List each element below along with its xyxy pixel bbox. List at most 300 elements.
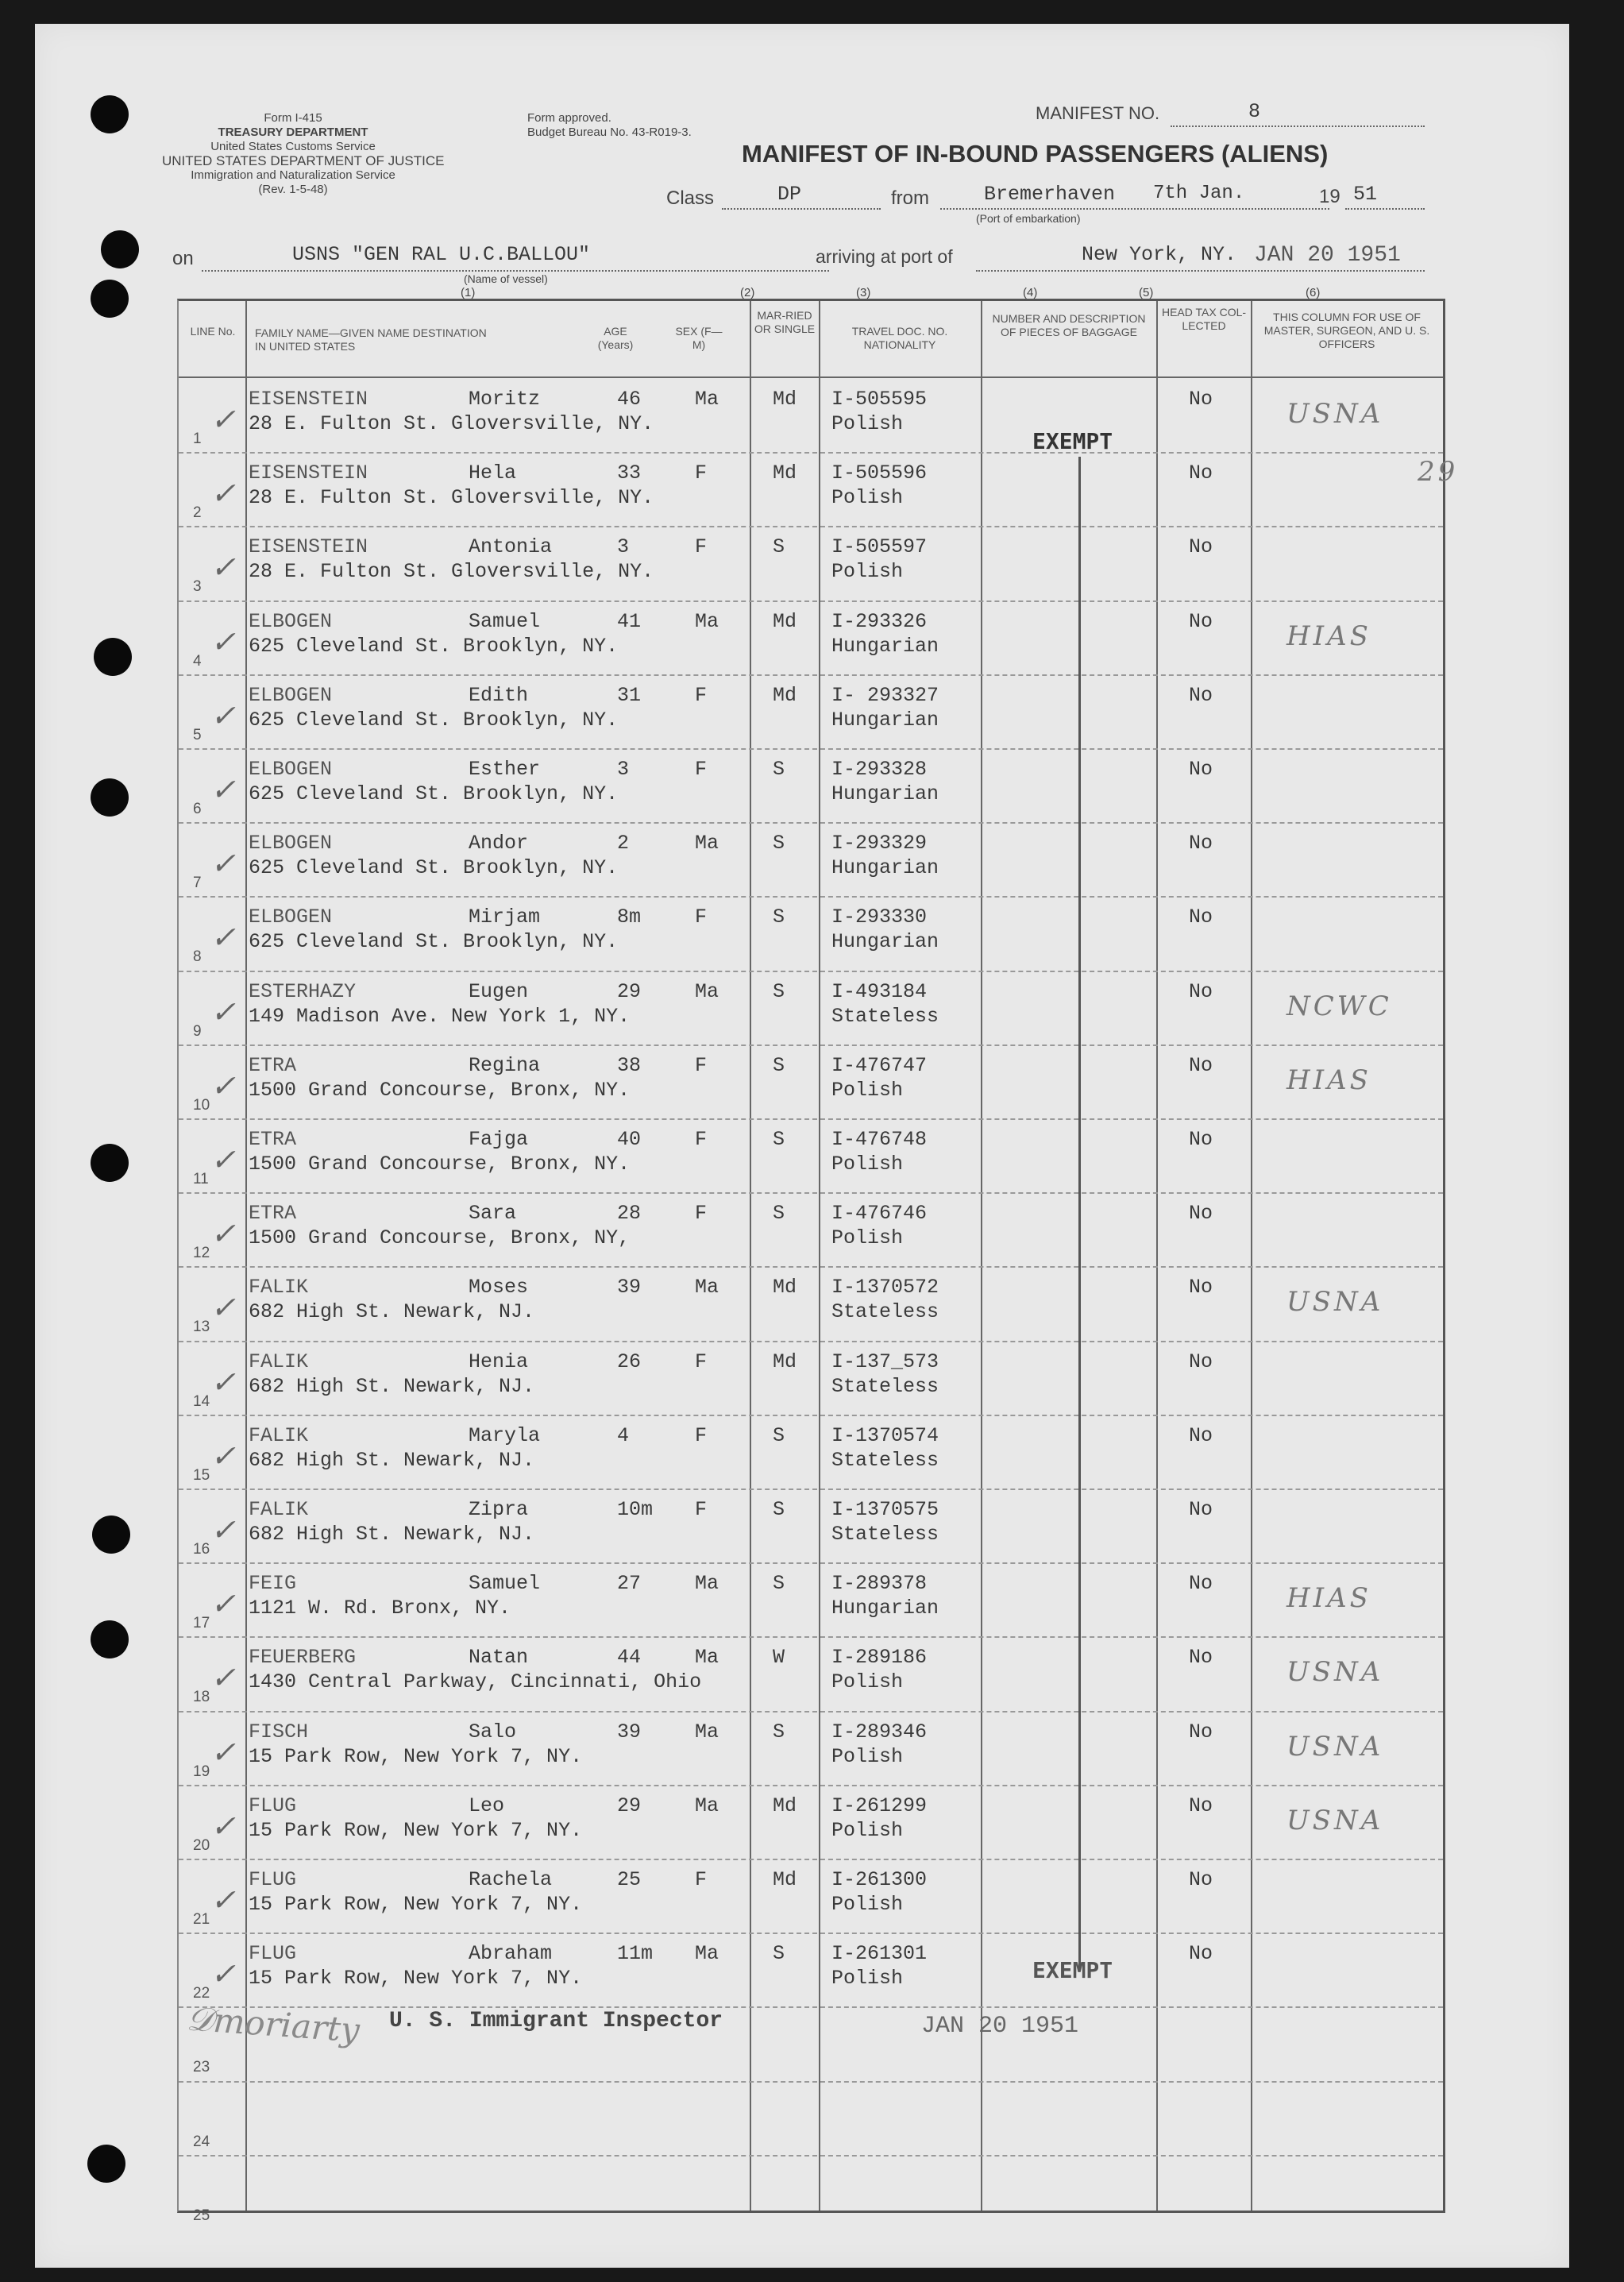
given-name: Henia: [469, 1350, 529, 1373]
age: 31: [617, 683, 642, 707]
age: 2: [617, 832, 630, 855]
nationality: Stateless: [831, 1448, 939, 1472]
marital-status: S: [773, 1423, 785, 1447]
us-destination: 625 Cleveland St. Brooklyn, NY.: [249, 782, 619, 805]
surname: FEUERBERG: [249, 1646, 357, 1670]
nationality: Hungarian: [831, 634, 939, 658]
table-row: [179, 1192, 1443, 1266]
table-row: [179, 1118, 1443, 1192]
officer-note: HIAS: [1286, 620, 1371, 652]
check-mark-icon: ✓: [210, 1882, 236, 1917]
travel-doc-no: I-289378: [831, 1572, 928, 1596]
surname: FISCH: [249, 1720, 309, 1743]
rev-line: (Rev. 1-5-48): [258, 183, 328, 196]
nationality: Polish: [831, 1967, 904, 1990]
nationality: Polish: [831, 1893, 904, 1916]
sex: F: [695, 905, 708, 929]
given-name: Sara: [469, 1202, 517, 1226]
line-number: 1: [193, 431, 202, 447]
given-name: Moses: [469, 1276, 529, 1299]
surname: ELBOGEN: [249, 683, 333, 707]
us-destination: 682 High St. Newark, NJ.: [249, 1300, 535, 1324]
head-tax: No: [1189, 1128, 1213, 1151]
vessel-caption: (Name of vessel): [464, 272, 548, 285]
check-mark-icon: ✓: [210, 1586, 236, 1622]
marital-status: Md: [773, 461, 797, 485]
surname: ELBOGEN: [249, 609, 333, 633]
table-row: [179, 1044, 1443, 1118]
age: 29: [617, 1794, 642, 1817]
head-tax: No: [1189, 461, 1213, 485]
table-row: [179, 971, 1443, 1044]
line-number: 2: [193, 504, 202, 522]
check-mark-icon: ✓: [210, 772, 236, 807]
sex: Ma: [695, 832, 719, 855]
given-name: Regina: [469, 1053, 541, 1077]
us-destination: 1500 Grand Concourse, Bronx, NY,: [249, 1226, 631, 1250]
line-number: 10: [193, 1096, 210, 1114]
budget-bureau-line: Budget Bureau No. 43-R019-3.: [527, 125, 692, 139]
surname: ETRA: [249, 1128, 297, 1151]
line-number: 9: [193, 1022, 202, 1040]
sex: F: [695, 461, 708, 485]
surname: FEIG: [249, 1572, 297, 1596]
table-row: [179, 600, 1443, 674]
marital-status: S: [773, 1202, 785, 1226]
manifest-page: [35, 24, 1569, 2268]
col-header-marital: MAR-RIED OR SINGLE: [754, 309, 816, 335]
head-tax: No: [1189, 1350, 1213, 1373]
us-destination: 682 High St. Newark, NJ.: [249, 1523, 535, 1546]
age: 3: [617, 535, 630, 559]
departure-date: 7th Jan.: [1153, 183, 1245, 204]
us-destination: 15 Park Row, New York 7, NY.: [249, 1818, 583, 1842]
punch-hole: [91, 778, 129, 817]
given-name: Leo: [469, 1794, 505, 1817]
baggage-exempt-stamp-top: EXEMPT: [1032, 428, 1113, 454]
sex: Ma: [695, 979, 719, 1003]
us-destination: 149 Madison Ave. New York 1, NY.: [249, 1004, 631, 1028]
year-prefix: 19: [1319, 186, 1340, 207]
officer-note: NCWC: [1286, 990, 1392, 1022]
marital-status: S: [773, 979, 785, 1003]
col-number: (3): [856, 286, 871, 299]
age: 39: [617, 1276, 642, 1299]
table-row: [179, 1859, 1443, 1933]
sex: F: [695, 535, 708, 559]
punch-hole: [87, 2145, 125, 2183]
travel-doc-no: I-293330: [831, 905, 928, 929]
given-name: Samuel: [469, 609, 541, 633]
age: 25: [617, 1868, 642, 1891]
surname: FALIK: [249, 1350, 309, 1373]
arrival-port: New York, NY.: [1082, 243, 1237, 266]
marital-status: S: [773, 1572, 785, 1596]
nationality: Polish: [831, 1818, 904, 1842]
col-number: (1): [461, 286, 476, 299]
line-number: 3: [193, 578, 202, 596]
manifest-no: 8: [1248, 100, 1261, 123]
nationality: Polish: [831, 1078, 904, 1102]
ins-line: Immigration and Naturalization Service: [191, 168, 395, 182]
punch-hole: [92, 1516, 130, 1554]
approval-info: [527, 111, 692, 140]
table-row: [179, 1636, 1443, 1710]
nationality: Stateless: [831, 1523, 939, 1546]
check-mark-icon: ✓: [210, 994, 236, 1029]
us-destination: 682 High St. Newark, NJ.: [249, 1448, 535, 1472]
us-destination: 1121 W. Rd. Bronx, NY.: [249, 1597, 511, 1620]
form-info: [162, 111, 445, 197]
marital-status: W: [773, 1646, 785, 1670]
punch-hole: [94, 638, 132, 676]
form-number: Form I-415: [264, 111, 322, 125]
given-name: Fajga: [469, 1128, 529, 1151]
punch-hole: [91, 1620, 129, 1658]
class-label: Class: [666, 187, 715, 209]
surname: ETRA: [249, 1053, 297, 1077]
age: 29: [617, 979, 642, 1003]
table-row: [179, 822, 1443, 896]
inspector-line: U. S. Immigrant Inspector: [389, 2009, 723, 2033]
col-header-line: LINE No.: [190, 325, 236, 338]
nationality: Stateless: [831, 1374, 939, 1398]
marital-status: S: [773, 1053, 785, 1077]
arrival-stamp: JAN 20 1951: [1254, 243, 1401, 268]
page-title: MANIFEST OF IN-BOUND PASSENGERS (ALIENS): [742, 140, 1329, 168]
punch-hole: [91, 280, 129, 318]
officer-note: HIAS: [1286, 1064, 1371, 1096]
surname: FLUG: [249, 1794, 297, 1817]
table-row: [179, 2006, 1443, 2080]
officer-note: USNA: [1286, 1286, 1384, 1319]
us-destination: 1500 Grand Concourse, Bronx, NY.: [249, 1078, 631, 1102]
sex: F: [695, 1202, 708, 1226]
age: 46: [617, 388, 642, 411]
marital-status: S: [773, 1128, 785, 1151]
sex: Ma: [695, 1942, 719, 1966]
col-header-officers: THIS COLUMN FOR USE OF MASTER, SURGEON, AND U. S. OFFICERS: [1263, 311, 1430, 350]
marital-status: Md: [773, 683, 797, 707]
marital-status: S: [773, 1942, 785, 1966]
line-number: 13: [193, 1319, 210, 1336]
officer-note: USNA: [1286, 1656, 1384, 1689]
us-destination: 15 Park Row, New York 7, NY.: [249, 1967, 583, 1990]
line-number: 24: [193, 2133, 210, 2150]
marital-status: S: [773, 535, 785, 559]
age: 33: [617, 461, 642, 485]
marital-status: S: [773, 1720, 785, 1743]
line-number: 18: [193, 1689, 210, 1706]
travel-doc-no: I-505595: [831, 388, 928, 411]
given-name: Samuel: [469, 1572, 541, 1596]
head-tax: No: [1189, 905, 1213, 929]
line-number: 16: [193, 1541, 210, 1558]
age: 4: [617, 1423, 630, 1447]
travel-doc-no: I-289346: [831, 1720, 928, 1743]
baggage-exempt-stamp-bottom: EXEMPT: [1032, 1957, 1113, 1983]
nationality: Polish: [831, 1226, 904, 1250]
table-row: [179, 526, 1443, 600]
table-row: [179, 1711, 1443, 1785]
customs-service: United States Customs Service: [210, 140, 376, 153]
table-row: [179, 2155, 1443, 2229]
officer-note: 29: [1418, 456, 1459, 488]
us-destination: 625 Cleveland St. Brooklyn, NY.: [249, 930, 619, 954]
line-number: 17: [193, 1615, 210, 1632]
sex: Ma: [695, 1572, 719, 1596]
col-number: (6): [1306, 286, 1321, 299]
sex: F: [695, 1053, 708, 1077]
check-mark-icon: ✓: [210, 550, 236, 585]
travel-doc-no: I-493184: [831, 979, 928, 1003]
marital-status: Md: [773, 609, 797, 633]
surname: FALIK: [249, 1498, 309, 1521]
table-row: [179, 452, 1443, 526]
col-header-baggage: NUMBER AND DESCRIPTION OF PIECES OF BAGGAGE: [992, 312, 1146, 338]
punch-hole: [91, 1144, 129, 1182]
nationality: Polish: [831, 560, 904, 584]
given-name: Mirjam: [469, 905, 541, 929]
travel-doc-no: I-261299: [831, 1794, 928, 1817]
marital-status: Md: [773, 388, 797, 411]
us-destination: 1500 Grand Concourse, Bronx, NY.: [249, 1153, 631, 1176]
age: 39: [617, 1720, 642, 1743]
class-value: DP: [777, 183, 802, 206]
line-number: 14: [193, 1392, 210, 1410]
sex: Ma: [695, 1794, 719, 1817]
travel-doc-no: I-261301: [831, 1942, 928, 1966]
nationality: Stateless: [831, 1004, 939, 1028]
col-header-sex: SEX (F—M): [675, 325, 723, 351]
dept-justice: UNITED STATES DEPARTMENT OF JUSTICE: [162, 153, 445, 168]
head-tax: No: [1189, 1423, 1213, 1447]
nationality: Polish: [831, 412, 904, 435]
head-tax: No: [1189, 535, 1213, 559]
head-tax: No: [1189, 1572, 1213, 1596]
marital-status: Md: [773, 1276, 797, 1299]
check-mark-icon: ✓: [210, 846, 236, 882]
sex: Ma: [695, 1276, 719, 1299]
head-tax: No: [1189, 832, 1213, 855]
given-name: Antonia: [469, 535, 553, 559]
check-mark-icon: ✓: [210, 1364, 236, 1400]
travel-doc-no: I-476746: [831, 1202, 928, 1226]
line-number: 11: [193, 1171, 209, 1187]
table-row: [179, 378, 1443, 452]
check-mark-icon: ✓: [210, 1956, 236, 1992]
sex: F: [695, 1423, 708, 1447]
head-tax: No: [1189, 979, 1213, 1003]
sex: F: [695, 683, 708, 707]
inspector-signature: 𝒟moriarty: [185, 1998, 361, 2050]
age: 11m: [617, 1942, 654, 1966]
nationality: Polish: [831, 1153, 904, 1176]
table-row: [179, 748, 1443, 822]
col-header-travel-doc: TRAVEL DOC. NO. NATIONALITY: [851, 325, 948, 351]
marital-status: Md: [773, 1794, 797, 1817]
sex: F: [695, 1498, 708, 1521]
marital-status: S: [773, 1498, 785, 1521]
nationality: Polish: [831, 1744, 904, 1768]
nationality: Hungarian: [831, 930, 939, 954]
col-header-age: AGE (Years): [597, 325, 634, 351]
travel-doc-no: I-293326: [831, 609, 928, 633]
nationality: Polish: [831, 1670, 904, 1694]
on-label: on: [172, 248, 194, 269]
head-tax: No: [1189, 1794, 1213, 1817]
age: 27: [617, 1572, 642, 1596]
table-row: [179, 2081, 1443, 2155]
given-name: Natan: [469, 1646, 529, 1670]
surname: FLUG: [249, 1942, 297, 1966]
travel-doc-no: I-293329: [831, 832, 928, 855]
given-name: Rachela: [469, 1868, 553, 1891]
sex: Ma: [695, 388, 719, 411]
surname: EISENSTEIN: [249, 461, 368, 485]
head-tax: No: [1189, 609, 1213, 633]
punch-hole: [91, 95, 129, 133]
line-number: 25: [193, 2207, 210, 2224]
table-row: [179, 1489, 1443, 1562]
age: 44: [617, 1646, 642, 1670]
table-row: [179, 674, 1443, 748]
us-destination: 15 Park Row, New York 7, NY.: [249, 1893, 583, 1916]
marital-status: S: [773, 758, 785, 781]
head-tax: No: [1189, 683, 1213, 707]
given-name: Moritz: [469, 388, 541, 411]
travel-doc-no: I-476747: [831, 1053, 928, 1077]
us-destination: 625 Cleveland St. Brooklyn, NY.: [249, 634, 619, 658]
travel-doc-no: I-1370574: [831, 1423, 939, 1447]
sex: F: [695, 1350, 708, 1373]
surname: FLUG: [249, 1868, 297, 1891]
table-row: [179, 1266, 1443, 1340]
line-number: 6: [193, 801, 202, 817]
given-name: Hela: [469, 461, 517, 485]
nationality: Hungarian: [831, 1597, 939, 1620]
line-number: 12: [193, 1245, 210, 1262]
travel-doc-no: I-137_573: [831, 1350, 939, 1373]
head-tax: No: [1189, 1498, 1213, 1521]
check-mark-icon: ✓: [210, 1438, 236, 1473]
surname: EISENSTEIN: [249, 535, 368, 559]
nationality: Hungarian: [831, 782, 939, 805]
given-name: Andor: [469, 832, 529, 855]
given-name: Abraham: [469, 1942, 553, 1966]
officer-note: USNA: [1286, 1730, 1384, 1763]
marital-status: S: [773, 832, 785, 855]
from-label: from: [891, 187, 929, 209]
surname: EISENSTEIN: [249, 388, 368, 411]
nationality: Hungarian: [831, 856, 939, 880]
travel-doc-no: I- 293327: [831, 683, 939, 707]
travel-doc-no: I-505597: [831, 535, 928, 559]
nationality: Hungarian: [831, 708, 939, 732]
us-destination: 28 E. Fulton St. Gloversville, NY.: [249, 486, 654, 510]
nationality: Polish: [831, 486, 904, 510]
table-row: [179, 1415, 1443, 1489]
surname: ESTERHAZY: [249, 979, 357, 1003]
line-number: 23: [193, 2059, 210, 2076]
arriving-label: arriving at port of: [816, 246, 953, 267]
table-row: [179, 1341, 1443, 1415]
check-mark-icon: ✓: [210, 1808, 236, 1844]
us-destination: 625 Cleveland St. Brooklyn, NY.: [249, 856, 619, 880]
age: 28: [617, 1202, 642, 1226]
head-tax: No: [1189, 758, 1213, 781]
age: 8m: [617, 905, 642, 929]
baggage-ditto-line: [1078, 457, 1081, 1970]
surname: ETRA: [249, 1202, 297, 1226]
given-name: Salo: [469, 1720, 517, 1743]
check-mark-icon: ✓: [210, 624, 236, 659]
surname: ELBOGEN: [249, 832, 333, 855]
head-tax: No: [1189, 1276, 1213, 1299]
given-name: Eugen: [469, 979, 529, 1003]
age: 26: [617, 1350, 642, 1373]
check-mark-icon: ✓: [210, 697, 236, 733]
dept-treasury: TREASURY DEPARTMENT: [218, 125, 368, 139]
surname: ELBOGEN: [249, 758, 333, 781]
sex: Ma: [695, 609, 719, 633]
travel-doc-no: I-476748: [831, 1128, 928, 1151]
marital-status: Md: [773, 1868, 797, 1891]
line-number: 15: [193, 1466, 210, 1484]
marital-status: Md: [773, 1350, 797, 1373]
travel-doc-no: I-1370572: [831, 1276, 939, 1299]
head-tax: No: [1189, 1720, 1213, 1743]
given-name: Zipra: [469, 1498, 529, 1521]
check-mark-icon: ✓: [210, 1290, 236, 1326]
check-mark-icon: ✓: [210, 1068, 236, 1103]
col-number: (2): [740, 286, 755, 299]
line-number: 5: [193, 726, 202, 743]
travel-doc-no: I-289186: [831, 1646, 928, 1670]
us-destination: 28 E. Fulton St. Gloversville, NY.: [249, 412, 654, 435]
table-row: [179, 1933, 1443, 2006]
us-destination: 28 E. Fulton St. Gloversville, NY.: [249, 560, 654, 584]
col-number: (4): [1023, 286, 1038, 299]
line-number: 21: [193, 1911, 210, 1928]
table-row: [179, 896, 1443, 970]
passenger-table: [177, 299, 1459, 2224]
sex: Ma: [695, 1646, 719, 1670]
age: 3: [617, 758, 630, 781]
surname: FALIK: [249, 1423, 309, 1447]
travel-doc-no: I-1370575: [831, 1498, 939, 1521]
table-row: [179, 1562, 1443, 1636]
vessel-name: USNS "GEN RAL U.C.BALLOU": [292, 243, 591, 266]
line-number: 7: [193, 875, 202, 892]
marital-status: S: [773, 905, 785, 929]
table-row: [179, 1785, 1443, 1859]
col-header-name: FAMILY NAME—GIVEN NAME DESTINATION IN UNITED STATES: [255, 326, 487, 353]
port-caption: (Port of embarkation): [976, 212, 1081, 225]
approval-line: Form approved.: [527, 111, 611, 125]
from-port: Bremerhaven: [984, 183, 1116, 206]
officer-note: HIAS: [1286, 1582, 1371, 1615]
sex: F: [695, 1868, 708, 1891]
travel-doc-no: I-505596: [831, 461, 928, 485]
line-number: 22: [193, 1985, 210, 2002]
us-destination: 682 High St. Newark, NJ.: [249, 1374, 535, 1398]
manifest-no-label: MANIFEST NO.: [1036, 103, 1160, 123]
departure-year: 51: [1353, 183, 1378, 206]
check-mark-icon: ✓: [210, 1216, 236, 1252]
check-mark-icon: ✓: [210, 1512, 236, 1547]
col-number: (5): [1139, 286, 1154, 299]
